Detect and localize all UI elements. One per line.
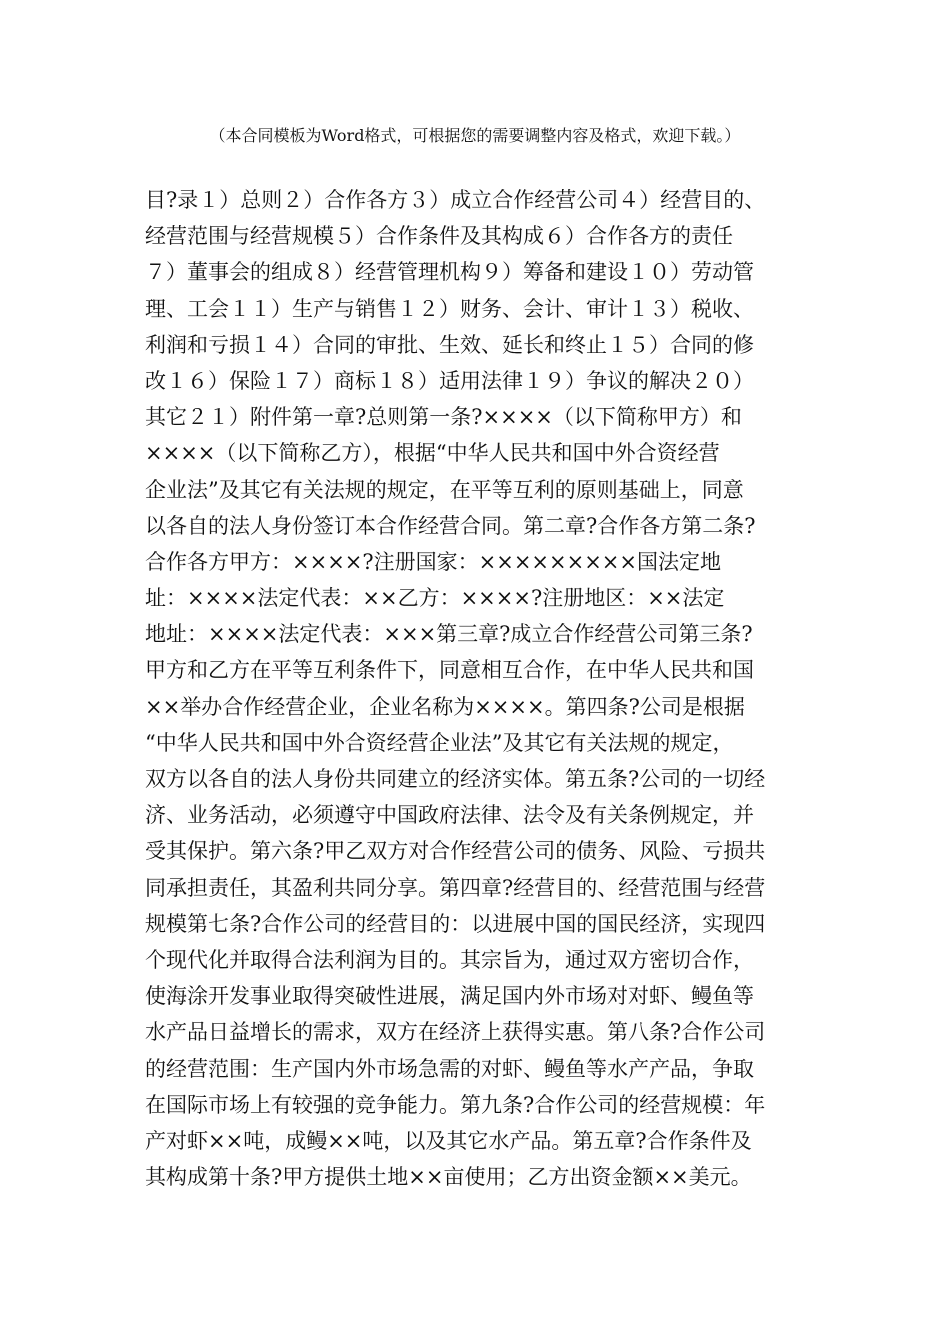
body-line: 济、业务活动，必须遵守中国政府法律、法令及有关条例规定，并 bbox=[145, 803, 754, 828]
body-line: 双方以各自的法人身份共同建立的经济实体。第五条?公司的一切经 bbox=[145, 767, 766, 791]
body-line: 产对虾××吨，成鳗××吨，以及其它水产品。第五章?合作条件及 bbox=[145, 1128, 752, 1153]
body-line: 以各自的法人身份签订本合作经营合同。第二章?合作各方第二条? bbox=[145, 513, 756, 538]
body-line: 理、工会１１）生产与销售１２）财务、会计、审计１３）税收、 bbox=[145, 296, 754, 321]
body-line: 受其保护。第六条?甲乙双方对合作经营公司的债务、风险、亏损共 bbox=[145, 839, 766, 864]
body-line: 利润和亏损１４）合同的审批、生效、延长和终止１５）合同的修 bbox=[145, 332, 754, 357]
body-line: 改１６）保险１７）商标１８）适用法律１９）争议的解决２０） bbox=[145, 368, 754, 393]
body-line: 合作各方甲方：××××?注册国家：×××××××××国法定地 bbox=[145, 549, 722, 574]
body-line: 规模第七条?合作公司的经营目的：以进展中国的国民经济，实现四 bbox=[145, 911, 766, 936]
template-notice: （本合同模板为Word格式，可根据您的需要调整内容及格式，欢迎下载。） bbox=[209, 126, 741, 145]
contract-body bbox=[145, 182, 825, 1195]
body-line: 地址：××××法定代表：×××第三章?成立合作经营公司第三条? bbox=[145, 622, 753, 647]
body-line: 址：××××法定代表：××乙方：××××?注册地区：××法定 bbox=[145, 586, 725, 611]
body-line: 经营范围与经营规模５）合作条件及其构成６）合作各方的责任 bbox=[145, 224, 733, 249]
body-line: 在国际市场上有较强的竞争能力。第九条?合作公司的经营规模：年 bbox=[145, 1092, 766, 1117]
body-line: 企业法”及其它有关法规的规定，在平等互利的原则基础上，同意 bbox=[145, 477, 744, 502]
body-line: 个现代化并取得合法利润为目的。其宗旨为，通过双方密切合作， bbox=[145, 947, 754, 972]
body-line: 使海涂开发事业取得突破性进展，满足国内外市场对对虾、鳗鱼等 bbox=[145, 984, 754, 1009]
body-line: 甲方和乙方在平等互利条件下，同意相互合作，在中华人民共和国 bbox=[145, 658, 754, 683]
body-line: ××举办合作经营企业，企业名称为××××。第四条?公司是根据 bbox=[145, 694, 745, 719]
body-line: 其它２１）附件第一章?总则第一条?××××（以下简称甲方）和 bbox=[145, 405, 742, 430]
body-line: 其构成第十条?甲方提供土地××亩使用；乙方出资金额××美元。 bbox=[145, 1165, 752, 1190]
body-line: 同承担责任，其盈利共同分享。第四章?经营目的、经营范围与经营 bbox=[145, 875, 766, 900]
body-line: 的经营范围：生产国内外市场急需的对虾、鳗鱼等水产产品，争取 bbox=[145, 1056, 754, 1081]
body-line: “中华人民共和国中外合资经营企业法”及其它有关法规的规定， bbox=[145, 730, 734, 755]
body-line: ７）董事会的组成８）经营管理机构９）筹备和建设１０）劳动管 bbox=[145, 260, 754, 285]
body-line: 水产品日益增长的需求，双方在经济上获得实惠。第八条?合作公司 bbox=[145, 1020, 766, 1045]
body-line: 目?录１）总则２）合作各方３）成立合作经营公司４）经营目的、 bbox=[145, 188, 766, 212]
body-line: ××××（以下简称乙方），根据“中华人民共和国中外合资经营 bbox=[145, 441, 720, 466]
